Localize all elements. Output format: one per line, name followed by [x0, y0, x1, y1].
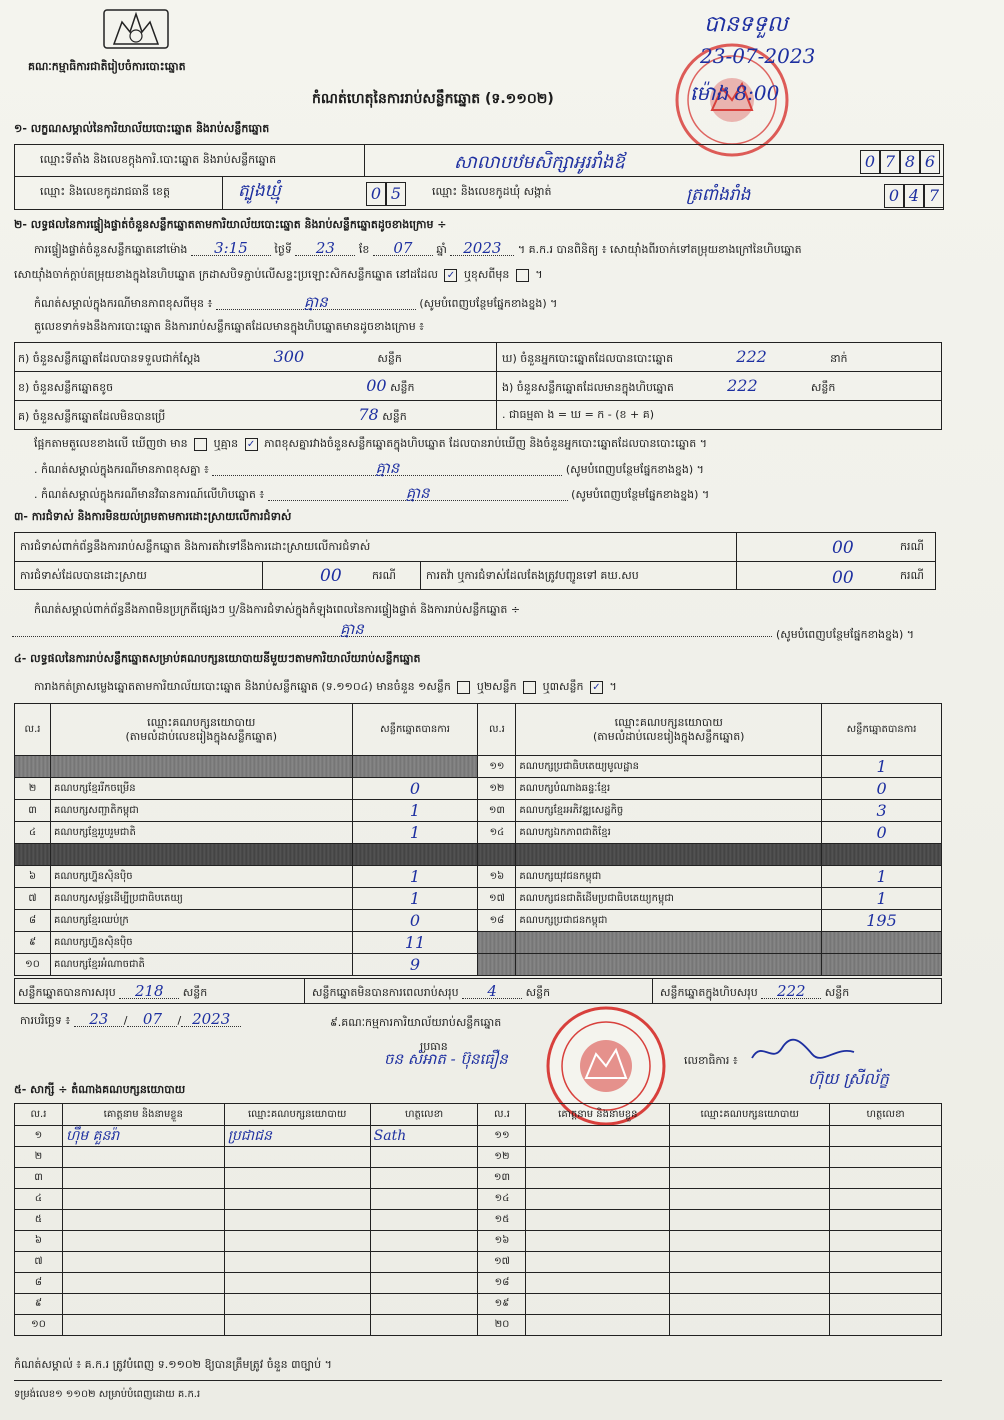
witness-party-cell[interactable] — [224, 1273, 370, 1294]
party-no-cell — [15, 844, 51, 866]
party-party-cell — [50, 756, 352, 778]
party-party-cell — [50, 844, 352, 866]
note3-line: . កំណត់សម្គាល់ក្នុងករណីមានវិធានការណ៍លើហិបឆ្នោត ៖ គ្មាន (សូមបំពេញបន្ថែមផ្នែកខាងខ្នង) ។ — [34, 484, 710, 502]
party-row — [15, 800, 942, 822]
row-d: ឃ) ចំនួនអ្នកបោះឆ្នោតដែលបានបោះឆ្នោត 222 នាក់ — [502, 347, 848, 366]
row-b: ខ) ចំនួនសន្លឹកឆ្នោតខូច 00 សន្លឹក — [18, 376, 415, 395]
col-no-right: ល.រ — [478, 704, 516, 756]
witness-no-cell: ១១ — [478, 1126, 526, 1147]
party-votes-cell — [352, 844, 478, 866]
party-no-cell: ៣ — [15, 800, 51, 822]
party-party-cell: គណបក្សខ្មែរអភិវឌ្ឍសេដ្ឋកិច្ច — [516, 800, 822, 822]
province-code: 0 5 — [366, 182, 406, 206]
party-party-cell: គណបក្សប្រជាធិបតេយ្យមូលដ្ឋាន — [516, 756, 822, 778]
party-no-cell: ១៧ — [478, 888, 516, 910]
witness-name-cell[interactable] — [526, 1189, 670, 1210]
witness-no-cell: ១៨ — [478, 1273, 526, 1294]
witness-sign-cell[interactable] — [370, 1168, 478, 1189]
party-no-cell: ៨ — [15, 910, 51, 932]
secretary-label: លេខាធិការ ៖ — [684, 1054, 738, 1067]
date-line: ការបរិច្ឆេទ ៖ 23 / 07 / 2023 — [20, 1012, 241, 1028]
party-votes-cell: 9 — [352, 954, 478, 976]
party-votes-cell: 1 — [822, 888, 942, 910]
witness-no-cell: ១៧ — [478, 1252, 526, 1273]
party-no-cell: ២ — [15, 778, 51, 800]
valid-total: សន្លឹកឆ្នោតបានការសរុប 218 សន្លឹក — [18, 982, 208, 1000]
party-party-cell: គណបក្សខ្មែរឈប់ក្រ — [50, 910, 352, 932]
witness-name-cell[interactable] — [526, 1126, 670, 1147]
party-no-cell: ១៣ — [478, 800, 516, 822]
irregularity-note-value: គ្មាន — [340, 620, 364, 638]
objection-row3-unit: ករណី — [900, 569, 924, 582]
party-votes-cell: 11 — [352, 932, 478, 954]
witness-party-cell[interactable] — [670, 1126, 830, 1147]
commune-code: 0 4 7 — [884, 184, 944, 208]
party-no-cell: ៧ — [15, 888, 51, 910]
commune-value: ត្រពាំងរាំង — [686, 185, 751, 205]
party-row — [15, 866, 942, 888]
witness-row — [15, 1252, 942, 1273]
diff-line: ផ្អែកតាមតួលេខខាងលើ ឃើញថា មាន ឬគ្មាន ✓ ភាពខុសគ្នារវាងចំនួនសន្លឹកឆ្នោតក្នុងហិបឆ្នោត ដែលបានរាប់ឃើញ និងចំនួនអ្នកបោះឆ្នោតដែលបានបោះឆ្នោត ។ — [34, 437, 707, 450]
witness-party-cell[interactable] — [224, 1210, 370, 1231]
witness-name-cell[interactable] — [526, 1231, 670, 1252]
witness-no-cell: ១ — [15, 1126, 63, 1147]
col-no-left: ល.រ — [15, 704, 51, 756]
witness-no-cell: ១៥ — [478, 1210, 526, 1231]
party-party-cell — [516, 932, 822, 954]
party-no-cell: ១៤ — [478, 822, 516, 844]
objection-row2-unit: ករណី — [372, 569, 396, 582]
party-votes-cell — [352, 756, 478, 778]
party-row — [15, 932, 942, 954]
verify-line: ការផ្ទៀងផ្ទាត់ចំនួនសន្លឹកឆ្នោតនៅម៉ោង 3:15 ថ្ងៃទី 23 ខែ 07 ឆ្នាំ 2023 ។ គ.ក.រ បានពិនិត្យ ៖ សោយ៉ាំងពីរចាក់ទៅតម្រុយខាងក្រៅនៃហិបឆ្នោត — [34, 239, 802, 257]
party-votes-cell: 195 — [822, 910, 942, 932]
row-c: គ) ចំនួនសន្លឹកឆ្នោតដែលមិនបានប្រើ 78 សន្លឹក — [18, 405, 407, 424]
witness-name-cell[interactable] — [62, 1294, 224, 1315]
witness-no-cell: ៦ — [15, 1231, 63, 1252]
commission-name: គណៈកម្មាធិការជាតិរៀបចំការបោះឆ្នោត — [28, 60, 186, 73]
party-party-cell — [516, 954, 822, 976]
witness-sign-cell[interactable] — [370, 1231, 478, 1252]
footer-sub: ទម្រង់លេខ១ ១១០២ សម្រាប់បំពេញដោយ គ.ក.រ — [14, 1389, 201, 1400]
witness-sign-cell[interactable] — [370, 1294, 478, 1315]
witness-no-cell: ៥ — [15, 1210, 63, 1231]
objection-row1-value: 00 — [832, 538, 854, 558]
irregularity-note-line — [12, 624, 772, 637]
chair-label: ប្រធាន — [420, 1040, 448, 1053]
party-party-cell: គណបក្សឯកភាពជាតិខ្មែរ — [516, 822, 822, 844]
witness-no-cell: ៧ — [15, 1252, 63, 1273]
witness-sign-cell[interactable] — [830, 1126, 942, 1147]
witness-sign-cell[interactable] — [370, 1189, 478, 1210]
party-row — [15, 822, 942, 844]
witness-no-cell: ៤ — [15, 1189, 63, 1210]
witness-name-cell[interactable] — [62, 1273, 224, 1294]
formula: . ជាធម្មតា ង = ឃ = ក - (ខ + គ) — [502, 408, 654, 421]
witness-no-cell: ១០ — [15, 1315, 63, 1336]
party-no-cell: ១០ — [15, 954, 51, 976]
one-sheet-checkbox[interactable] — [457, 681, 470, 694]
witness-name-cell[interactable]: ហ៊ឹម គួនរ៉ា — [62, 1126, 224, 1147]
witness-no-cell: ៣ — [15, 1168, 63, 1189]
witness-name-cell[interactable] — [526, 1315, 670, 1336]
party-votes-cell: 1 — [352, 888, 478, 910]
witness-sign-cell[interactable] — [830, 1294, 942, 1315]
secretary-scribble — [748, 1036, 858, 1066]
witness-row — [15, 1126, 942, 1147]
section1-title: ១- លក្ខណសម្គាល់នៃការិយាល័យបោះឆ្នោត និងរាប់សន្លឹកឆ្នោត — [14, 122, 270, 135]
witness-name-cell[interactable] — [62, 1210, 224, 1231]
party-no-cell — [478, 932, 516, 954]
witness-party-cell[interactable]: ប្រជាជន — [224, 1126, 370, 1147]
witness-col-no-right: ល.រ — [478, 1104, 526, 1126]
witness-col-name-left: គោត្តនាម និងនាមខ្លួន — [62, 1104, 224, 1126]
box-total: សន្លឹកឆ្នោតក្នុងហិបសរុប 222 សន្លឹក — [660, 982, 850, 1000]
commune-label: ឈ្មោះ និងលេខកូដឃុំ សង្កាត់ — [432, 185, 552, 198]
party-votes-cell — [822, 932, 942, 954]
party-party-cell — [516, 844, 822, 866]
witness-no-cell: ១៤ — [478, 1189, 526, 1210]
witness-party-cell[interactable] — [224, 1315, 370, 1336]
has-diff-checkbox[interactable] — [194, 438, 207, 451]
form-title: កំណត់ហេតុនៃការរាប់សន្លឹកឆ្នោត (ទ.១១០២) — [312, 91, 554, 107]
section5-title: ៥- សាក្សី ÷ តំណាងគណបក្សនយោបាយ — [14, 1083, 186, 1096]
witness-col-sign-left: ហត្ថលេខា — [370, 1104, 478, 1126]
party-party-cell: គណបក្សហ្វ៊ុនស៊ិនប៉ិច — [50, 932, 352, 954]
party-votes-cell: 1 — [352, 822, 478, 844]
party-no-cell: ១២ — [478, 778, 516, 800]
witness-sign-cell[interactable] — [830, 1315, 942, 1336]
witness-party-cell[interactable] — [670, 1210, 830, 1231]
witness-sign-cell[interactable] — [370, 1315, 478, 1336]
witness-sign-cell[interactable] — [830, 1210, 942, 1231]
party-party-cell: គណបក្សហ្វ៊ុនស៊ិនប៉ិច — [50, 866, 352, 888]
party-votes-cell: 1 — [352, 866, 478, 888]
party-party-cell: គណបក្សខ្មែររួបរួមជាតិ — [50, 822, 352, 844]
station-value: សាលាបឋមសិក្សាអូររាំងឪ — [454, 152, 625, 173]
objection-row3-label: ការតវ៉ា ឬការជំទាស់ដែលតែងត្រូវបញ្ជូនទៅ គឃ.សប — [426, 569, 639, 582]
witness-sign-cell[interactable] — [370, 1147, 478, 1168]
party-row — [15, 756, 942, 778]
party-row — [15, 844, 942, 866]
emblem-logo — [100, 6, 172, 52]
note2-line: . កំណត់សម្គាល់ក្នុងករណីមានភាពខុសគ្នា ៖ គ្មាន (សូមបំពេញបន្ថែមផ្នែកខាងខ្នង) ។ — [34, 459, 704, 477]
committee-label: ៩.គណៈកម្មការការិយាល័យរាប់សន្លឹកឆ្នោត — [330, 1016, 502, 1029]
section4-title: ៤- លទ្ធផលនៃការរាប់សន្លឹកឆ្នោតសម្រាប់គណបក្សនយោបាយនីមួយៗតាមការិយាល័យរាប់សន្លឹកឆ្នោត — [14, 652, 421, 665]
receipt-time: ម៉ោង 8:00 — [690, 81, 780, 105]
witness-no-cell: ២ — [15, 1147, 63, 1168]
witness-name-cell[interactable] — [526, 1294, 670, 1315]
col-votes-right: សន្លឹកឆ្នោតបានការ — [822, 704, 942, 756]
witness-name-cell[interactable] — [62, 1147, 224, 1168]
witness-party-cell[interactable] — [224, 1294, 370, 1315]
witness-col-party-left: ឈ្មោះគណបក្សនយោបាយ — [224, 1104, 370, 1126]
witness-party-cell[interactable] — [670, 1168, 830, 1189]
party-votes-cell — [822, 844, 942, 866]
witness-col-name-right: គោត្តនាម និងនាមខ្លួន — [526, 1104, 670, 1126]
party-votes-cell: 0 — [352, 778, 478, 800]
station-code: 0 7 8 6 — [860, 150, 940, 174]
party-party-cell: គណបក្សសម្ព័ន្ធដើម្បីប្រជាធិបតេយ្យ — [50, 888, 352, 910]
witness-col-no-left: ល.រ — [15, 1104, 63, 1126]
witness-name-cell[interactable] — [62, 1231, 224, 1252]
no-diff-checkbox[interactable]: ✓ — [245, 438, 258, 451]
party-party-cell: គណបក្សប្រជាជនកម្ពុជា — [516, 910, 822, 932]
party-votes-cell: 3 — [822, 800, 942, 822]
witness-no-cell: ២០ — [478, 1315, 526, 1336]
witness-no-cell: ១២ — [478, 1147, 526, 1168]
witness-party-cell[interactable] — [670, 1189, 830, 1210]
witness-no-cell: ១៦ — [478, 1231, 526, 1252]
party-party-cell: គណបក្សខ្មែរអំណាចជាតិ — [50, 954, 352, 976]
changed-checkbox[interactable] — [516, 269, 529, 282]
witness-party-cell[interactable] — [670, 1315, 830, 1336]
witness-sign-cell[interactable] — [370, 1252, 478, 1273]
party-votes-cell: 0 — [822, 822, 942, 844]
witness-name-cell[interactable] — [62, 1315, 224, 1336]
irregularity-note-label: កំណត់សម្គាល់ពាក់ព័ន្ធនឹងភាពមិនប្រក្រតីផ្សេងៗ ឬ/និងការជំទាស់ក្នុងកំឡុងពេលនៃការផ្ទៀងផ្ទាត់ និងការរាប់សន្លឹកឆ្នោត ÷ — [34, 603, 521, 616]
witness-row — [15, 1315, 942, 1336]
party-row — [15, 888, 942, 910]
objection-row3-value: 00 — [832, 568, 854, 588]
party-no-cell: ៩ — [15, 932, 51, 954]
party-votes-cell: 1 — [822, 756, 942, 778]
witness-row — [15, 1273, 942, 1294]
party-votes-cell: 0 — [822, 778, 942, 800]
section2-title: ២- លទ្ធផលនៃការផ្ទៀងផ្ទាត់ចំនួនសន្លឹកឆ្នោតតាមការិយាល័យបោះឆ្នោត និងរាប់សន្លឹកឆ្នោតដូចខាងក្រោម ÷ — [14, 218, 447, 231]
witness-name-cell[interactable] — [526, 1273, 670, 1294]
witness-name-cell[interactable] — [62, 1252, 224, 1273]
party-party-cell: គណបក្សយុវជនកម្ពុជា — [516, 866, 822, 888]
party-party-cell: គណបក្សបំណាងឆន្ទៈខ្មែរ — [516, 778, 822, 800]
witness-no-cell: ១៩ — [478, 1294, 526, 1315]
footer-note: កំណត់សម្គាល់ ៖ គ.ក.រ ត្រូវបំពេញ ទ.១១០២ ឱ្យបានត្រឹមត្រូវ ចំនួន ៣ច្បាប់ ។ — [14, 1358, 332, 1371]
party-no-cell: ១៨ — [478, 910, 516, 932]
witness-party-cell[interactable] — [224, 1147, 370, 1168]
col-party-right: ឈ្មោះគណបក្សនយោបាយ (តាមលំដាប់លេខរៀងក្នុងសន្លឹកឆ្នោត) — [516, 704, 822, 756]
objection-row1-label: ការជំទាស់ពាក់ព័ន្ធនឹងការរាប់សន្លឹកឆ្នោត និងការតវ៉ាទៅនឹងការដោះស្រាយលើការជំទាស់ — [20, 540, 371, 553]
party-no-cell: ១៦ — [478, 866, 516, 888]
note1-line: កំណត់សម្គាល់ក្នុងករណីមានភាពខុសពីមុន ៖ គ្មាន (សូមបំពេញបន្ថែមផ្នែកខាងខ្នង) ។ — [34, 293, 558, 311]
party-votes-cell: 1 — [822, 866, 942, 888]
witness-party-cell[interactable] — [224, 1252, 370, 1273]
irregularity-note-back: (សូមបំពេញបន្ថែមផ្នែកខាងខ្នង) ។ — [776, 628, 915, 641]
witness-name-cell[interactable] — [62, 1168, 224, 1189]
secretary-signature: ហ៊ុយ ស្រីល័ក្ខ — [808, 1069, 889, 1088]
witness-sign-cell[interactable] — [370, 1273, 478, 1294]
party-votes-cell: 1 — [352, 800, 478, 822]
witness-sign-cell[interactable]: Sath — [370, 1126, 478, 1147]
party-no-cell: ១១ — [478, 756, 516, 778]
witness-no-cell: ១៣ — [478, 1168, 526, 1189]
witness-sign-cell[interactable] — [830, 1147, 942, 1168]
witness-sign-cell[interactable] — [830, 1252, 942, 1273]
witness-party-cell[interactable] — [670, 1147, 830, 1168]
receipt-label: បានទទួល — [704, 12, 788, 37]
row-e: ង) ចំនួនសន្លឹកឆ្នោតដែលមានក្នុងហិបឆ្នោត 222 សន្លឹក — [502, 376, 836, 395]
witness-row — [15, 1147, 942, 1168]
witness-row — [15, 1168, 942, 1189]
witness-party-cell[interactable] — [224, 1168, 370, 1189]
three-sheets-checkbox[interactable]: ✓ — [590, 681, 603, 694]
objection-row1-unit: ករណី — [900, 540, 924, 553]
party-party-cell: គណបក្សសញ្ជាតិកម្ពុជា — [50, 800, 352, 822]
col-party-left: ឈ្មោះគណបក្សនយោបាយ (តាមលំដាប់លេខរៀងក្នុងសន្លឹកឆ្នោត) — [50, 704, 352, 756]
witness-sign-cell[interactable] — [830, 1189, 942, 1210]
chair-signature: ចន សំអាត - ប៊ុនធឿន — [384, 1050, 508, 1068]
witness-no-cell: ៩ — [15, 1294, 63, 1315]
witness-sign-cell[interactable] — [830, 1168, 942, 1189]
two-sheets-checkbox[interactable] — [523, 681, 536, 694]
witness-name-cell[interactable] — [62, 1189, 224, 1210]
details-intro: តួលេខទាក់ទងនឹងការបោះឆ្នោត និងការរាប់សន្លឹកឆ្នោតដែលមានក្នុងហិបឆ្នោតមានដូចខាងក្រោម ៖ — [34, 320, 425, 333]
witness-sign-cell[interactable] — [370, 1210, 478, 1231]
witness-name-cell[interactable] — [526, 1210, 670, 1231]
witness-party-cell[interactable] — [224, 1189, 370, 1210]
objection-row2-label: ការជំទាស់ដែលបានដោះស្រាយ — [20, 569, 147, 582]
party-no-cell: ៤ — [15, 822, 51, 844]
party-party-cell: គណបក្សជនជាតិដើមប្រជាធិបតេយ្យកម្ពុជា — [516, 888, 822, 910]
witness-name-cell[interactable] — [526, 1252, 670, 1273]
party-party-cell: គណបក្សខ្មែររីកចម្រើន — [50, 778, 352, 800]
witness-table — [14, 1103, 942, 1336]
witness-name-cell[interactable] — [526, 1168, 670, 1189]
party-votes-cell: 0 — [352, 910, 478, 932]
party-votes-cell — [822, 954, 942, 976]
witness-party-cell[interactable] — [670, 1252, 830, 1273]
party-no-cell — [478, 844, 516, 866]
witness-party-cell[interactable] — [670, 1231, 830, 1252]
witness-party-cell[interactable] — [670, 1294, 830, 1315]
row-a: ក) ចំនួនសន្លឹកឆ្នោតដែលបានទទួលជាក់ស្ដែង 300 សន្លឹក — [18, 347, 402, 366]
unchanged-checkbox[interactable]: ✓ — [444, 269, 457, 282]
witness-row — [15, 1294, 942, 1315]
witness-sign-cell[interactable] — [830, 1273, 942, 1294]
province-label: ឈ្មោះ និងលេខកូដរាជធានី ខេត្ត — [40, 185, 170, 198]
party-no-cell — [15, 756, 51, 778]
witness-party-cell[interactable] — [670, 1273, 830, 1294]
witness-col-sign-right: ហត្ថលេខា — [830, 1104, 942, 1126]
station-label: ឈ្មោះទីតាំង និងលេខក្ដុងការិ.បោះឆ្នោត និងរាប់សន្លឹកឆ្នោត — [40, 153, 277, 166]
witness-party-cell[interactable] — [224, 1231, 370, 1252]
party-no-cell — [478, 954, 516, 976]
section3-title: ៣- ការជំទាស់ និងការមិនយល់ព្រមតាមការដោះស្រាយលើការជំទាស់ — [14, 510, 292, 523]
receipt-date: 23-07-2023 — [700, 44, 816, 68]
witness-no-cell: ៨ — [15, 1273, 63, 1294]
witness-row — [15, 1210, 942, 1231]
seal-line: សោយ៉ាំងចាក់ក្ដាប់តម្រុយខាងក្នុងនៃហិបឆ្នោត ក្រដាសបិទភ្ជាប់លើសន្ទះប្រឡោះសិកសន្លឹកឆ្នោត នៅដដែល ✓ ឬខុសពីមុន ។ — [14, 268, 543, 281]
col-votes-left: សន្លឹកឆ្នោតបានការ — [352, 704, 478, 756]
witness-sign-cell[interactable] — [830, 1231, 942, 1252]
sheet-count-line: ការាងកត់ត្រាសម្លេងឆ្នោតតាមការិយាល័យបោះឆ្នោត និងរាប់សន្លឹកឆ្នោត (ទ.១១០៤) មានចំនួន ១សន្លឹក ឬ២សន្លឹក ឬ៣សន្លឹក ✓ ។ — [34, 680, 617, 693]
party-results-table — [14, 703, 942, 976]
party-row — [15, 778, 942, 800]
witness-row — [15, 1231, 942, 1252]
invalid-total: សន្លឹកឆ្នោតមិនបានការពេលរាប់សរុប 4 សន្លឹក — [312, 982, 551, 1000]
province-value: ត្បូងឃ្មុំ — [238, 181, 281, 201]
party-row — [15, 910, 942, 932]
witness-col-party-right: ឈ្មោះគណបក្សនយោបាយ — [670, 1104, 830, 1126]
party-no-cell: ៦ — [15, 866, 51, 888]
witness-name-cell[interactable] — [526, 1147, 670, 1168]
objection-row2-value: 00 — [320, 566, 342, 586]
party-row — [15, 954, 942, 976]
witness-row — [15, 1189, 942, 1210]
